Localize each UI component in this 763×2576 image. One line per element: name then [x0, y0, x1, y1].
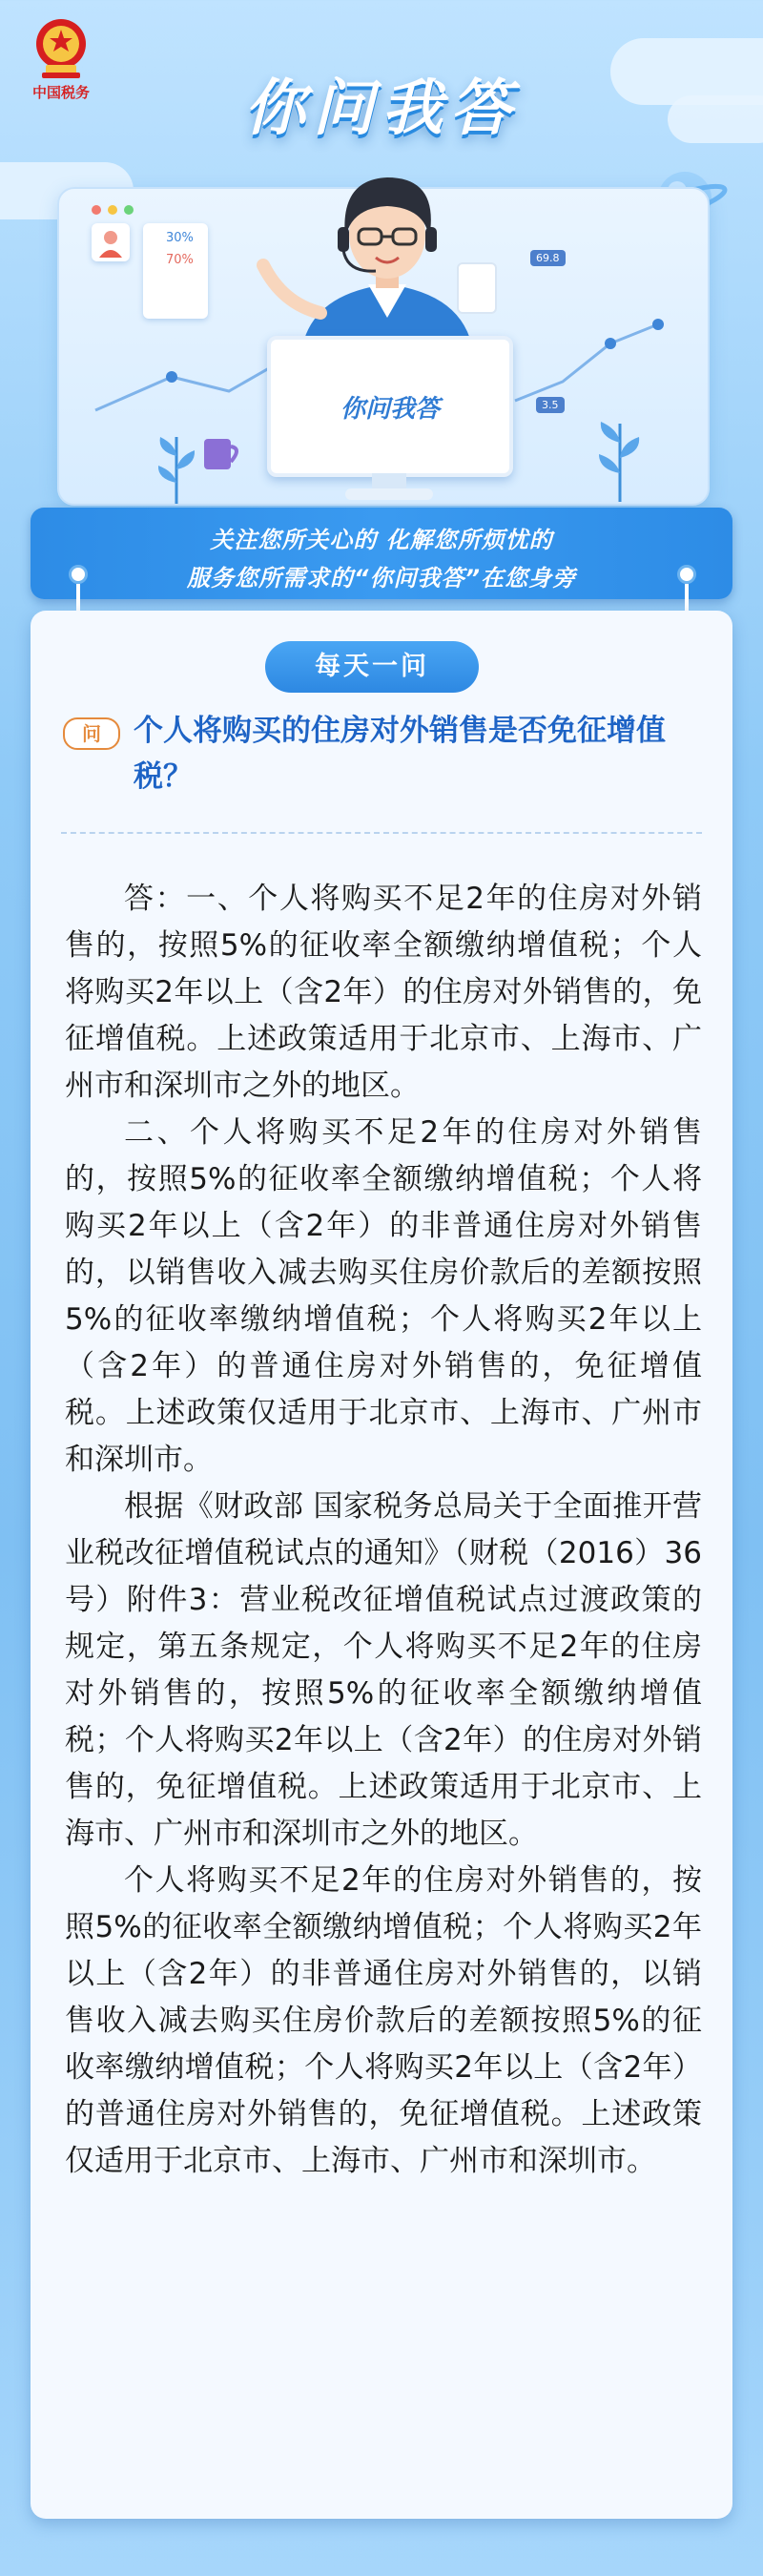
data-tag: 69.8	[530, 250, 566, 266]
banner-pin	[69, 565, 88, 584]
answer-paragraph: 根据《财政部 国家税务总局关于全面推开营业税改征增值税试点的通知》（财税（2016）36号）附件3：营业税改征增值税试点过渡政策的规定，第五条规定，个人将购买不足2年的住房对外销售的，按照5%的征收率全额缴纳增值税；个人将购买2年以上（含2年）的住房对外销售的，免征增值税。上述政策适用于北京市、上海市、广州市和深圳市之外的地区。	[65, 1489, 702, 1851]
customer-service-agent-illustration	[244, 151, 530, 355]
slogan-line-2: 服务您所需求的“你问我答”在您身旁	[187, 565, 576, 592]
answer-paragraph: 答：一、个人将购买不足2年的住房对外销售的，按照5%的征收率全额缴纳增值税；个人将购买2年以上（含2年）的住房对外销售的，免征增值税。上述政策适用于北京市、上海市、广州市和深圳市之外的地区。	[65, 882, 702, 1103]
daily-question-pill: 每天一问	[265, 641, 479, 693]
banner-pin	[677, 565, 696, 584]
question-badge: 问	[63, 717, 120, 750]
stat-value-a: 30%	[166, 231, 194, 245]
plant-icon	[591, 416, 649, 506]
monitor-label: 你问我答	[340, 395, 440, 424]
monitor-stand-base	[345, 488, 433, 500]
answer-body	[65, 876, 702, 2185]
window-dots	[92, 200, 140, 218]
page-title: 你问我答	[244, 73, 519, 144]
coffee-mug-icon	[198, 429, 246, 481]
stat-value-b: 70%	[166, 253, 194, 267]
user-avatar-icon	[92, 223, 130, 261]
answer-paragraph: 二、个人将购买不足2年的住房对外销售的，按照5%的征收率全额缴纳增值税；个人将购买2年以上（含2年）的非普通住房对外销售的，以销售收入减去购买住房价款后的差额按照5%的征收率缴纳增值税；个人将购买2年以上（含2年）的普通住房对外销售的，免征增值税。上述政策仅适用于北京市、上海市、广州市和深圳市。	[65, 1115, 702, 1477]
data-tag: 3.5	[536, 397, 565, 413]
plant-icon	[153, 427, 200, 508]
slogan-line-1: 关注您所关心的 化解您所烦忧的	[210, 527, 553, 553]
answer-paragraph: 个人将购买不足2年的住房对外销售的，按照5%的征收率全额缴纳增值税；个人将购买2年以上（含2年）的非普通住房对外销售的，以销售收入减去购买住房价款后的差额按照5%的征收率缴纳增值税；个人将购买2年以上（含2年）的普通住房对外销售的，免征增值税。上述政策仅适用于北京市、上海市、广州市和深圳市。	[65, 1863, 702, 2178]
logo-text: 中国税务	[31, 84, 90, 101]
dashed-divider	[61, 832, 702, 834]
question-text: 个人将购买的住房对外销售是否免征增值税？	[134, 714, 666, 794]
